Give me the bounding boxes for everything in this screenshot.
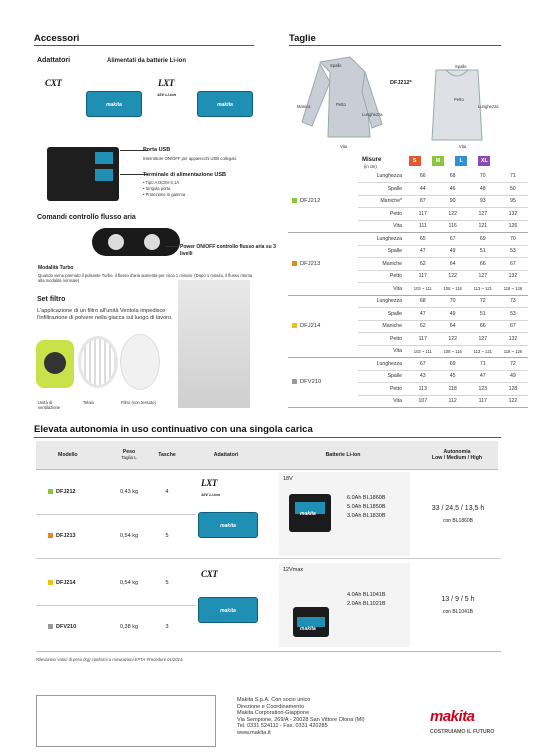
autonomia-label: Autonomia: [443, 448, 471, 455]
peso-sub: Taglia L: [121, 455, 137, 461]
size-value: 62: [408, 258, 438, 271]
lunghezza-vest-label: Lunghezza: [478, 104, 499, 109]
size-value: 122: [498, 395, 528, 408]
battery-item: 2.0Ah BL1021B: [347, 601, 386, 607]
size-value: 50: [498, 183, 528, 196]
measure-label: Spalle: [358, 183, 408, 196]
sizes-table-wrap: [288, 170, 528, 408]
autonomia-18v-value: 33 / 24,5 / 13,5 h: [431, 505, 485, 512]
autonomia-12v-sub: con BL1041B: [442, 609, 474, 615]
size-value: 67: [498, 258, 528, 271]
size-value: 53: [498, 245, 528, 258]
size-value: 72: [468, 295, 498, 308]
model-color-swatch: [48, 624, 53, 629]
size-value: 111: [408, 220, 438, 233]
col-peso: [106, 441, 152, 469]
model-cell: [36, 580, 106, 586]
power-label: Power ON/OFF controllo flusso aria su 3 livelli: [180, 244, 276, 257]
size-value: 103 ~ 111: [408, 283, 438, 296]
size-value: 64: [438, 258, 468, 271]
size-value: 127: [468, 333, 498, 346]
comandi-title: Comandi controllo flusso aria: [37, 214, 136, 221]
battery-table-header: [36, 441, 498, 469]
size-value: 112: [438, 395, 468, 408]
size-value: 49: [438, 308, 468, 321]
peso-label: Peso: [122, 449, 136, 456]
lxt-logo: LXT: [201, 478, 218, 488]
model-color-swatch: [48, 489, 53, 494]
measure-label: Lunghezza: [358, 170, 408, 183]
jacket-diagram: [290, 52, 500, 152]
size-value: 49: [438, 245, 468, 258]
model-name: DFJ212: [56, 489, 76, 495]
model-cell: [288, 295, 358, 358]
size-value: 49: [498, 370, 528, 383]
model-name: DFJ212: [300, 198, 321, 205]
size-value: 71: [468, 358, 498, 371]
li-ion-logo: 18V Li-ion: [201, 492, 221, 497]
terminale-line-2: • Singola porta: [143, 186, 171, 191]
model-name: DFJ214: [56, 580, 76, 586]
size-value: 117: [408, 333, 438, 346]
leader-line: [166, 246, 178, 247]
terminale-title: Terminale di alimentazione USB: [143, 172, 227, 178]
size-value: 47: [408, 245, 438, 258]
size-value: 71: [498, 170, 528, 183]
tasche-value: 4: [165, 489, 169, 495]
adapter-brand: makita: [220, 607, 236, 614]
size-value: 46: [438, 183, 468, 196]
telaio-label: Telaio: [83, 400, 94, 405]
size-value: 47: [468, 370, 498, 383]
battery-table-row: [36, 605, 196, 649]
battery-table-row: [36, 514, 196, 558]
divider: [34, 437, 501, 438]
sizes-table: [288, 170, 528, 408]
filter-image: [120, 334, 160, 390]
model-cell: [36, 533, 106, 539]
size-value: 72: [498, 358, 528, 371]
col-modello: Modello: [36, 441, 106, 469]
manica-label: Manica: [297, 104, 311, 109]
ventilation-unit-image: [36, 340, 74, 388]
size-value: 113 ~ 121: [468, 283, 498, 296]
divider: [34, 45, 254, 46]
size-value: 108 ~ 116: [438, 345, 468, 358]
size-value: 44: [408, 183, 438, 196]
autonomia-sub: Low / Medium / High: [431, 454, 483, 461]
model-cell: [288, 233, 358, 296]
peso-value: 0,43 kg: [119, 489, 139, 495]
jacket-front-shape: [320, 57, 370, 137]
measure-label: Lunghezza: [358, 295, 408, 308]
size-value: 66: [468, 320, 498, 333]
battery-12v-image: [293, 607, 329, 637]
adattatori-title: Adattatori: [37, 57, 71, 64]
filtro-title: Set filtro: [37, 296, 66, 303]
measure-label: Vita: [358, 345, 408, 358]
model-color-swatch: [48, 580, 53, 585]
taglie-title: Taglie: [289, 33, 316, 44]
vita-vest-label: Vita: [459, 144, 467, 149]
divider: [36, 651, 501, 652]
cxt-adapter-image: [198, 597, 258, 623]
size-value: 113 ~ 121: [468, 345, 498, 358]
battery-12v-label: [297, 617, 325, 632]
footer-line: Direzione e Coordinamento: [237, 703, 304, 710]
sizes-row: [288, 358, 528, 371]
size-value: 132: [498, 270, 528, 283]
measure-label: Petto: [358, 333, 408, 346]
tasche-value: 5: [165, 580, 169, 586]
petto-vest-label: Petto: [454, 97, 464, 102]
measure-label: Petto: [358, 208, 408, 221]
autonomia-title: Elevata autonomia in uso continuativo con una singola carica: [34, 424, 313, 435]
frame-image: [78, 336, 118, 388]
size-value: 68: [438, 170, 468, 183]
footer-line: Makita S.p.A. Con socio unico: [237, 697, 311, 703]
sizes-row: [288, 233, 528, 246]
size-value: 121: [468, 220, 498, 233]
dealer-stamp-box: [36, 695, 216, 747]
accessori-title: Accessori: [34, 33, 80, 44]
model-cell: [36, 489, 106, 495]
spalle-vest-label: Spalle: [455, 64, 467, 69]
lxt-adapter-image: [198, 512, 258, 538]
lxt-logo: LXT: [158, 78, 175, 88]
battery-item: 3.0Ah BL1830B: [347, 513, 386, 519]
col-autonomia: [416, 441, 498, 469]
measure-label: Spalle: [358, 308, 408, 321]
battery-item: 5.0Ah BL1850B: [347, 504, 386, 510]
porta-usb-text: Interruttore ON/OFF per apparecchi USB collegati.: [143, 156, 237, 161]
measure-label: Vita: [358, 283, 408, 296]
cxt-adapter-image: [86, 91, 142, 117]
size-value: 64: [438, 320, 468, 333]
size-m: M: [432, 156, 444, 166]
size-value: 66: [468, 258, 498, 271]
size-value: 70: [438, 295, 468, 308]
size-value: 108 ~ 116: [438, 283, 468, 296]
terminale-line-3: • Protezione in gamma: [143, 192, 186, 197]
battery-18v-image: [289, 494, 331, 532]
fan-control-image: [92, 228, 180, 256]
sizes-row: [288, 170, 528, 183]
model-name: DFV210: [56, 624, 77, 630]
usb-terminal-icon: [95, 169, 113, 181]
measure-label: Maniche: [358, 320, 408, 333]
cxt-logo: CXT: [45, 78, 62, 88]
li-ion-logo: 18V Li-ion: [157, 92, 177, 97]
footer-address: [237, 697, 365, 737]
divider: [289, 45, 501, 46]
col-adattatori: Adattatori: [182, 441, 270, 469]
unita-label: Unità di ventilazione: [38, 400, 61, 411]
model-cell: [288, 170, 358, 233]
peso-value: 0,38 kg: [119, 624, 139, 630]
sizes-row: [288, 295, 528, 308]
turbo-button-icon: [108, 234, 124, 250]
measure-label: Vita: [358, 395, 408, 408]
battery-12v-list: [347, 591, 386, 609]
fan-icon: [44, 352, 66, 374]
model-name: DFJ213: [56, 533, 76, 539]
size-value: 62: [408, 320, 438, 333]
model-name: DFJ213: [300, 260, 321, 267]
model-color-swatch: [292, 379, 297, 384]
autonomia-18v-sub: con BL1860B: [442, 518, 474, 524]
alimentati-label: Alimentati da batterie Li-ion: [107, 58, 187, 64]
measure-label: Petto: [358, 270, 408, 283]
measure-label: Maniche: [358, 258, 408, 271]
battery-brand: makita: [300, 626, 316, 632]
filtro-text: L'applicazione di un filtro all'unità Ventola impedisce l'infiltrazione di polvere nella giacca sul luogo di lavoro.: [37, 308, 173, 322]
measure-label: Maniche*: [358, 195, 408, 208]
lxt-adapter-image: [197, 91, 253, 117]
jacket-model-label: DFJ212*: [390, 80, 412, 86]
terminale-line-1: • Tipo A DC5V-2,1A: [143, 180, 180, 185]
size-value: 43: [408, 370, 438, 383]
peso-value: 0,54 kg: [119, 580, 139, 586]
size-value: 87: [408, 195, 438, 208]
size-value: 128: [498, 383, 528, 396]
battery-table-row: [36, 561, 196, 605]
size-value: 122: [438, 270, 468, 283]
col-batterie: Batterie Li-ion: [270, 441, 416, 469]
size-value: 118 ~ 126: [498, 345, 528, 358]
size-value: 51: [468, 245, 498, 258]
porta-usb-title: Porta USB: [143, 147, 171, 153]
makita-logo: makita: [430, 708, 475, 725]
size-value: 45: [438, 370, 468, 383]
turbo-text: Quando viene premuto il pulsante Turbo, il flusso d'aria aumenta per circa 1 minuto. (Dopo 1 minuto, il flusso ritorna alla modalità normale): [38, 273, 253, 284]
model-cell: [288, 358, 358, 408]
autonomia-12v: [416, 596, 500, 615]
adapter-brand: makita: [217, 101, 233, 108]
size-value: 127: [468, 208, 498, 221]
size-value: 123: [468, 383, 498, 396]
model-name: DFV210: [300, 379, 322, 386]
model-color-swatch: [292, 323, 297, 328]
size-value: 70: [498, 233, 528, 246]
vita-label: Vita: [340, 144, 348, 149]
size-value: 116: [438, 220, 468, 233]
footer-line: Via Sempione, 269/A - 20028 San Vittore Olona (MI): [237, 716, 365, 723]
size-value: 67: [498, 320, 528, 333]
tasche-value: 5: [165, 533, 169, 539]
size-s: S: [409, 156, 421, 166]
misure-title: Misure: [362, 157, 382, 163]
battery-18v-list: [347, 494, 386, 521]
size-value: 103 ~ 111: [408, 345, 438, 358]
battery-18v-panel: [279, 472, 410, 556]
size-header: [403, 156, 496, 166]
adapter-brand: makita: [220, 522, 236, 529]
model-color-swatch: [48, 533, 53, 538]
battery-item: 6.0Ah BL1860B: [347, 495, 386, 501]
size-value: 51: [468, 308, 498, 321]
size-value: 70: [468, 170, 498, 183]
lunghezza-label: Lunghezza: [362, 112, 383, 117]
size-value: 118: [438, 383, 468, 396]
size-value: 95: [498, 195, 528, 208]
size-value: 48: [468, 183, 498, 196]
size-value: 117: [408, 208, 438, 221]
usb-port-icon: [95, 152, 113, 164]
size-value: 90: [438, 195, 468, 208]
col-tasche: Tasche: [152, 441, 182, 469]
misure-unit: (in cm): [364, 164, 377, 169]
size-value: 122: [438, 208, 468, 221]
size-value: 132: [498, 333, 528, 346]
autonomia-18v: [416, 505, 500, 524]
footer-line: Tel. 0331 524111 - Fax. 0331 420285: [237, 723, 328, 730]
model-color-swatch: [292, 198, 297, 203]
model-name: DFJ214: [300, 323, 321, 330]
size-value: 113: [408, 383, 438, 396]
filtro-label: Filtro (non tessuto): [121, 400, 156, 405]
footnote: Rilevazioni valori di peso (kg) conformi a misurazioni EPTA-Procedure 01/2014.: [36, 657, 184, 662]
battery-12v-panel: [279, 563, 410, 647]
usb-port-image: [47, 147, 119, 201]
size-value: 118 ~ 126: [498, 283, 528, 296]
adapter-brand: makita: [106, 101, 122, 108]
battery-table-row: [36, 470, 196, 514]
footer-line: Makita Corporation-Giappone: [237, 710, 310, 717]
size-value: 107: [408, 395, 438, 408]
size-value: 47: [408, 308, 438, 321]
size-value: 122: [438, 333, 468, 346]
size-value: 93: [468, 195, 498, 208]
size-value: 69: [468, 233, 498, 246]
size-xl: XL: [478, 156, 490, 166]
size-value: 68: [408, 295, 438, 308]
power-button-icon: [144, 234, 160, 250]
volt-18: 18V: [283, 476, 293, 482]
model-color-swatch: [292, 261, 297, 266]
size-value: 53: [498, 308, 528, 321]
tagline: COSTRUIAMO IL FUTURO: [430, 729, 495, 735]
row-divider: [36, 558, 501, 559]
measure-label: Petto: [358, 383, 408, 396]
size-value: 117: [408, 270, 438, 283]
model-cell: [36, 624, 106, 630]
filter-photo: [178, 280, 250, 408]
size-value: 67: [438, 233, 468, 246]
measure-label: Vita: [358, 220, 408, 233]
vest-shape: [432, 70, 482, 140]
turbo-label: Modalità Turbo: [38, 265, 74, 271]
tasche-value: 3: [165, 624, 169, 630]
measure-label: Spalle: [358, 370, 408, 383]
size-value: 127: [468, 270, 498, 283]
spalle-label: Spalle: [330, 63, 342, 68]
size-value: 69: [438, 358, 468, 371]
battery-brand: makita: [300, 511, 316, 517]
size-value: 66: [408, 170, 438, 183]
measure-label: Lunghezza: [358, 358, 408, 371]
size-value: 117: [468, 395, 498, 408]
measure-label: Lunghezza: [358, 233, 408, 246]
autonomia-12v-value: 13 / 9 / 5 h: [441, 596, 475, 603]
size-value: 65: [408, 233, 438, 246]
battery-table: [36, 441, 498, 470]
cxt-logo: CXT: [201, 569, 218, 579]
size-l: L: [455, 156, 467, 166]
size-value: 132: [498, 208, 528, 221]
battery-18v-label: [295, 502, 325, 517]
left-sleeve-shape: [302, 64, 330, 126]
measure-label: Spalle: [358, 245, 408, 258]
volt-12: 12Vmax: [283, 567, 304, 573]
size-value: 67: [408, 358, 438, 371]
footer-line: www.makita.it: [237, 729, 271, 736]
peso-value: 0,54 kg: [119, 533, 139, 539]
battery-item: 4.0Ah BL1041B: [347, 592, 386, 598]
petto-label: Petto: [336, 102, 346, 107]
size-value: 126: [498, 220, 528, 233]
size-value: 73: [498, 295, 528, 308]
